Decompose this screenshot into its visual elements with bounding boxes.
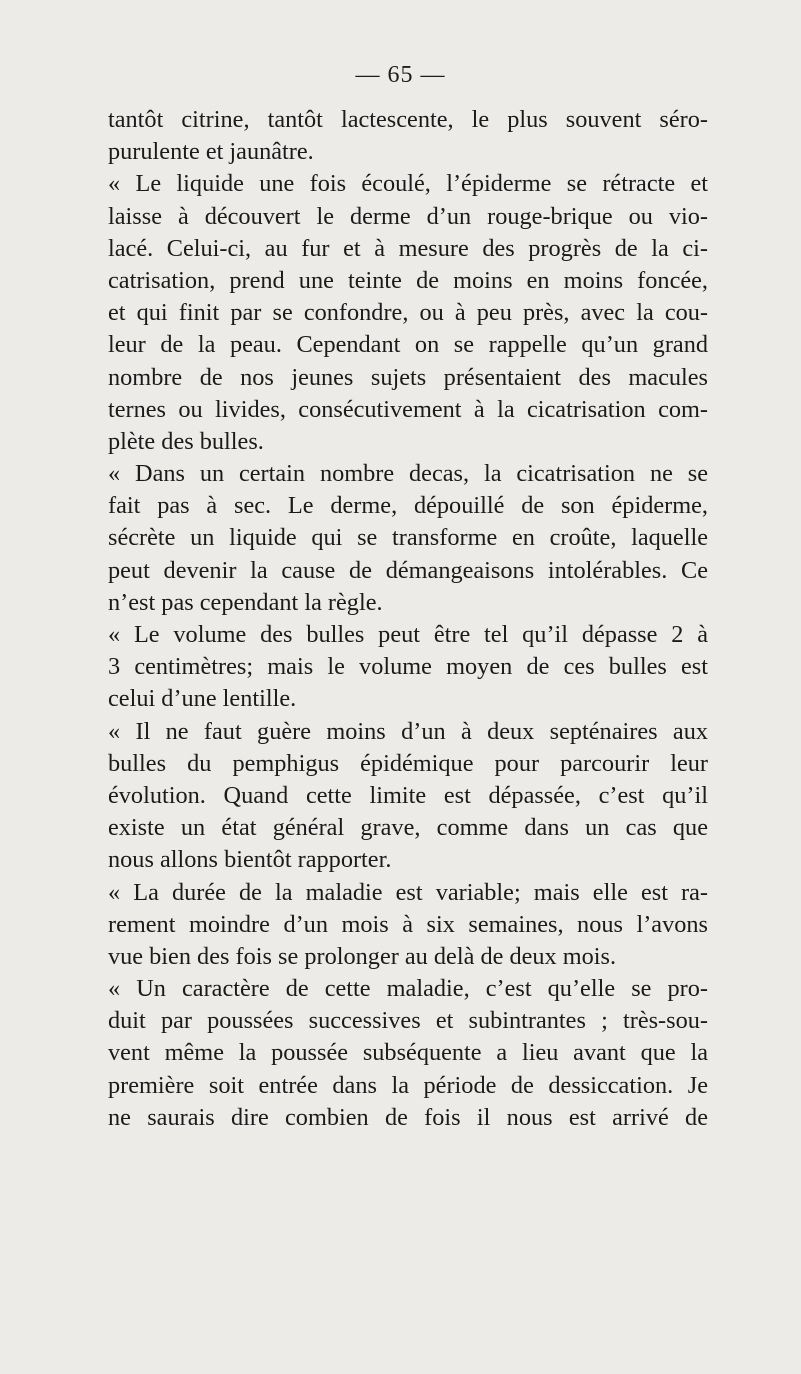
text-line: laisse à découvert le derme d’un rouge-brique ou vio-: [108, 202, 708, 230]
text-line: « Le volume des bulles peut être tel qu’il dépasse 2 à: [108, 621, 708, 648]
text-line: évolution. Quand cette limite est dépassée, c’est qu’il: [108, 781, 708, 809]
text-line: tantôt citrine, tantôt lactescente, le plus souvent séro-: [108, 106, 708, 133]
text-line: duit par poussées successives et subintrantes ; très-sou-: [108, 1007, 708, 1035]
text-line: « Il ne faut guère moins d’un à deux septénaires aux: [108, 717, 708, 745]
text-line: nombre de nos jeunes sujets présentaient des macules: [108, 363, 708, 391]
text-line: et qui finit par se confondre, ou à peu près, avec la cou-: [108, 299, 708, 327]
body-text: [108, 104, 708, 1134]
text-line: ternes ou livides, consécutivement à la cicatrisation com-: [108, 395, 708, 423]
text-line: ne saurais dire combien de fois il nous est arrivé de: [108, 1103, 708, 1131]
text-line: plète des bulles.: [108, 427, 264, 455]
text-line: lacé. Celui-ci, au fur et à mesure des progrès de la ci-: [108, 234, 708, 262]
text-line: peut devenir la cause de démangeaisons intolérables. Ce: [108, 556, 708, 584]
text-line: existe un état général grave, comme dans un cas que: [108, 814, 708, 842]
text-line: leur de la peau. Cependant on se rappelle qu’un grand: [108, 331, 708, 359]
text-line: « Dans un certain nombre decas, la cicatrisation ne se: [108, 460, 708, 488]
text-line: bulles du pemphigus épidémique pour parcourir leur: [108, 749, 708, 777]
text-line: « Le liquide une fois écoulé, l’épiderme se rétracte et: [108, 170, 708, 198]
text-line: catrisation, prend une teinte de moins en moins foncée,: [108, 266, 708, 294]
text-line: vent même la poussée subséquente a lieu avant que la: [108, 1039, 708, 1067]
text-line: purulente et jaunâtre.: [108, 138, 314, 166]
text-line: n’est pas cependant la règle.: [108, 588, 383, 616]
text-line: « La durée de la maladie est variable; mais elle est ra-: [108, 878, 708, 906]
text-line: nous allons bientôt rapporter.: [108, 846, 392, 874]
page-number: — 65 —: [355, 62, 446, 88]
text-line: 3 centimètres; mais le volume moyen de ces bulles est: [108, 653, 708, 681]
text-line: première soit entrée dans la période de dessiccation. Je: [108, 1071, 708, 1099]
text-line: vue bien des fois se prolonger au delà de deux mois.: [108, 942, 617, 970]
text-line: fait pas à sec. Le derme, dépouillé de son épiderme,: [108, 492, 708, 520]
text-line: celui d’une lentille.: [108, 685, 297, 713]
text-line: sécrète un liquide qui se transforme en croûte, laquelle: [108, 524, 708, 552]
text-line: « Un caractère de cette maladie, c’est qu’elle se pro-: [108, 975, 708, 1003]
text-line: rement moindre d’un mois à six semaines, nous l’avons: [108, 910, 708, 938]
